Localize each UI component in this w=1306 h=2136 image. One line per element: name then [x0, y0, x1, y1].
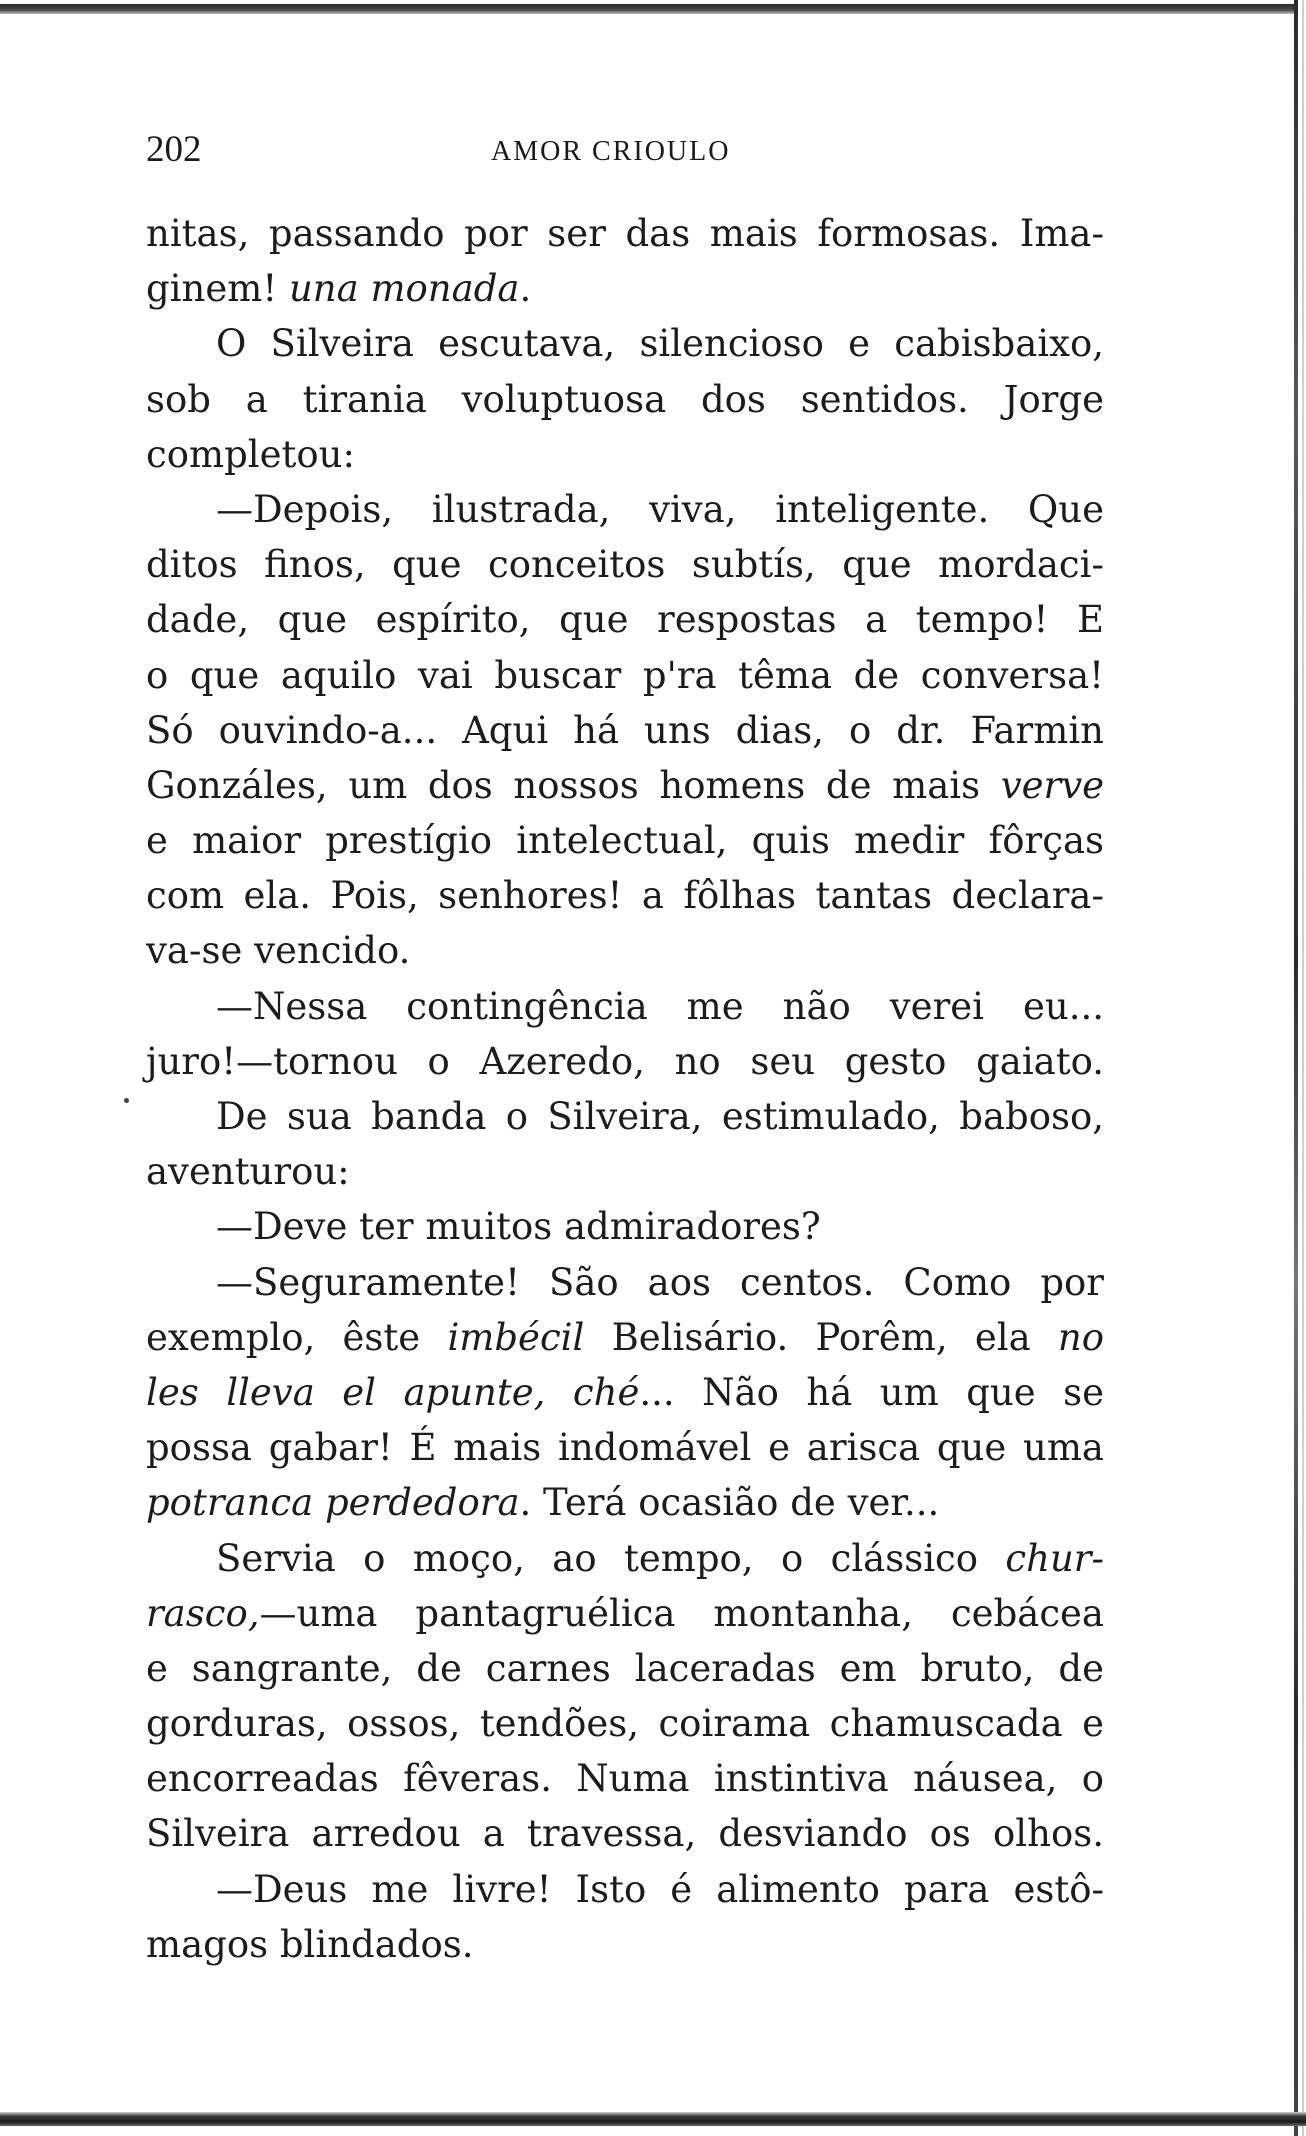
text-line: e maior prestígio intelectual, quis medir fôrças — [146, 819, 1104, 863]
ink-speck — [124, 1098, 129, 1103]
text-line — [146, 1365, 1104, 1420]
text-line: O Silveira escutava, silencioso e cabisbaixo, — [216, 322, 1104, 366]
text-span: —uma pantagruélica montanha, cebácea — [259, 1591, 1104, 1635]
text-line: —Deus me livre! Isto é alimento para estô- — [216, 1867, 1104, 1911]
text-line: e sangrante, de carnes laceradas em bruto, de — [146, 1646, 1104, 1690]
text-line: ditos finos, que conceitos subtís, que mordaci- — [146, 543, 1104, 587]
text-line: o que aquilo vai buscar p'ra têma de conversa! — [146, 653, 1104, 697]
text-span: . Terá ocasião de ver... — [519, 1481, 940, 1525]
text-line: Só ouvindo-a... Aqui há uns dias, o dr. Farmin — [146, 708, 1104, 752]
text-span: ginem! — [146, 267, 289, 311]
text-line: Silveira arredou a travessa, desviando os olhos. — [146, 1812, 1104, 1856]
text-line: nitas, passando por ser das mais formosas. Ima- — [146, 212, 1104, 255]
text-span: Servia o moço, ao tempo, o clássico — [216, 1536, 1006, 1580]
italic-span: una monada — [288, 267, 520, 311]
italic-span: les lleva el apunte, ché — [146, 1370, 640, 1414]
text-line — [146, 1310, 1104, 1365]
text-line: dade, que espírito, que respostas a tempo! E — [146, 598, 1104, 642]
italic-span: verve — [1000, 763, 1104, 807]
right-page-edge — [1294, 0, 1298, 2136]
text-line: De sua banda o Silveira, estimulado, baboso, — [216, 1095, 1104, 1138]
text-line — [146, 1586, 1104, 1641]
text-line: completou: — [146, 432, 355, 476]
text-line: juro!—tornou o Azeredo, no seu gesto gaiato. — [146, 1039, 1104, 1083]
running-title: AMOR CRIOULO — [491, 136, 731, 167]
text-line: —Nessa contingência me não verei eu... — [216, 984, 1104, 1028]
text-line: possa gabar! É mais indomável e arisca que uma — [146, 1426, 1104, 1470]
text-line: com ela. Pois, senhores! a fôlhas tantas declara- — [146, 874, 1104, 918]
italic-span: imbécil — [447, 1315, 585, 1359]
text-line — [146, 261, 1104, 316]
text-line: sob a tirania voluptuosa dos sentidos. Jorge — [146, 377, 1104, 421]
text-line — [146, 1531, 1104, 1586]
text-line: magos blindados. — [146, 1922, 474, 1966]
running-header — [146, 128, 1146, 178]
text-line: gorduras, ossos, tendões, coirama chamuscada e — [146, 1702, 1104, 1746]
text-line — [146, 758, 1104, 813]
italic-span: chur- — [1005, 1536, 1104, 1580]
body-text — [146, 206, 1104, 1972]
text-span: Belisário. Porêm, ela — [584, 1315, 1058, 1359]
italic-span: rasco, — [146, 1591, 260, 1635]
page-number: 202 — [146, 129, 202, 170]
right-page-shadow — [1302, 0, 1304, 2136]
text-span: exemplo, êste — [146, 1315, 448, 1359]
text-line: va-se vencido. — [146, 929, 411, 973]
text-line: aventurou: — [146, 1150, 350, 1194]
text-line: encorreadas fêveras. Numa instintiva náusea, o — [146, 1757, 1104, 1801]
top-page-edge — [0, 4, 1296, 14]
bottom-page-edge — [0, 2112, 1306, 2126]
text-span: Gonzáles, um dos nossos homens de mais — [146, 763, 1001, 807]
text-span: . — [519, 267, 532, 311]
text-line: —Seguramente! São aos centos. Como por — [216, 1260, 1104, 1304]
text-line: —Depois, ilustrada, viva, inteligente. Que — [216, 487, 1104, 531]
text-line — [146, 1475, 1104, 1530]
text-span: ... Não há um que se — [639, 1370, 1104, 1414]
italic-span: potranca perdedora — [146, 1481, 520, 1525]
italic-span: no — [1057, 1315, 1104, 1359]
text-line: —Deve ter muitos admiradores? — [216, 1205, 821, 1249]
